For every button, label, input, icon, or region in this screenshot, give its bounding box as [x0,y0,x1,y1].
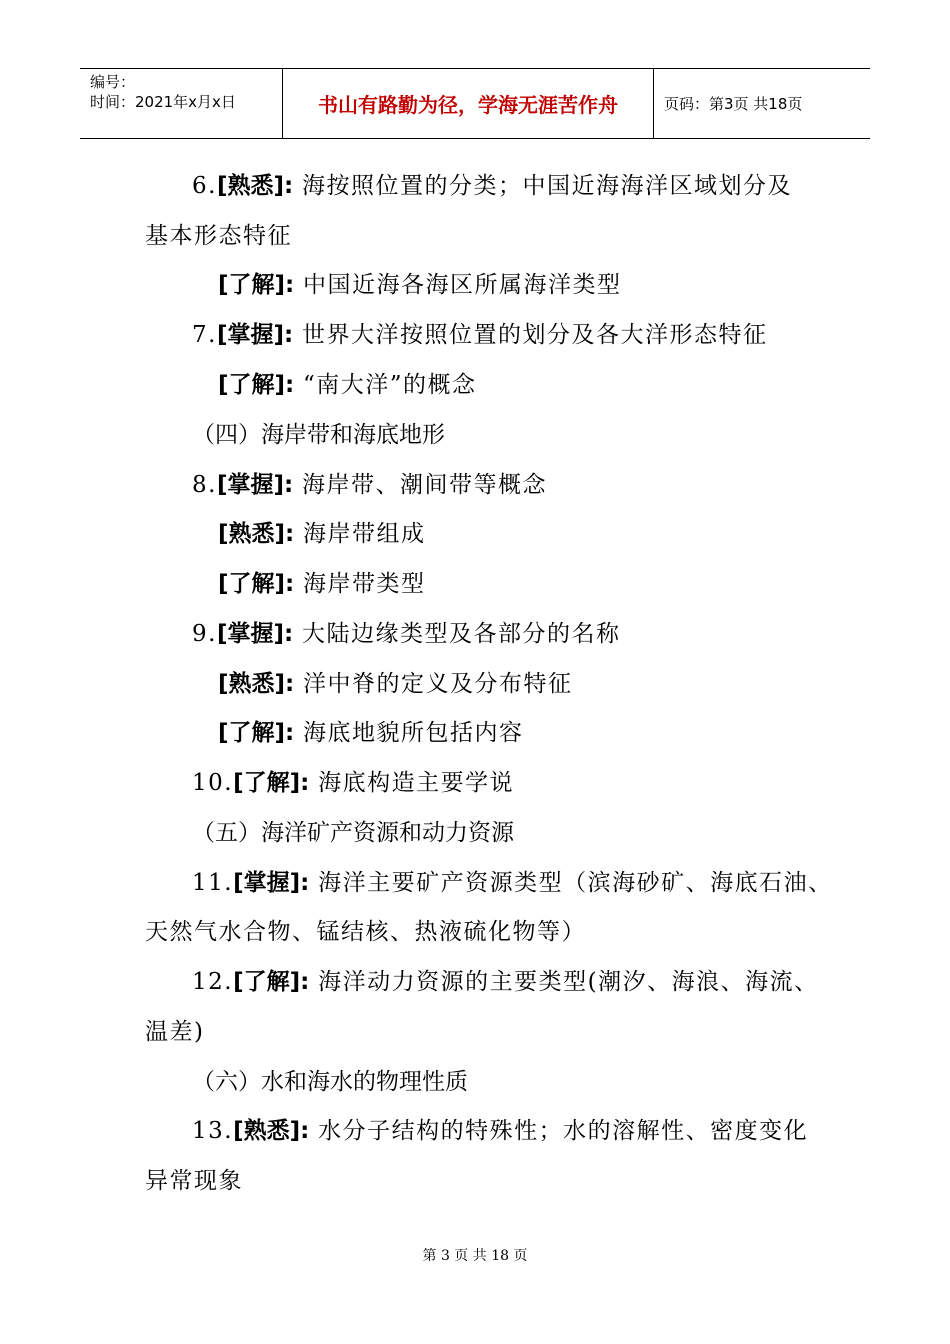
line-text: 温差) [145,1019,205,1045]
line-text: 海底地貌所包括内容 [294,720,524,746]
text-line [218,519,426,549]
level-tag: [熟悉]: [218,521,295,547]
line-text: 大陆边缘类型及各部分的名称 [293,621,621,647]
line-text: 中国近海各海区所属海洋类型 [294,272,622,298]
text-line [192,768,514,798]
section-heading: （六）水和海水的物理性质 [192,1069,468,1095]
motto: 书山有路勤为径，学海无涯苦作舟 [318,93,618,117]
line-text: 异常现象 [145,1168,243,1194]
text-line [192,171,792,201]
line-text: 海洋动力资源的主要类型(潮汐、海浪、海流、 [309,969,819,995]
level-tag: [熟悉]: [233,1118,310,1144]
line-text: 天然气水合物、锰结核、热液硫化物等） [145,919,586,945]
level-tag: [掌握]: [216,472,294,498]
item-number: 13. [192,1118,234,1144]
text-line [218,370,477,400]
line-text: 洋中脊的定义及分布特征 [294,671,573,697]
line-text: 世界大洋按照位置的划分及各大洋形态特征 [293,322,768,348]
item-number: 10. [192,770,234,796]
text-line [192,1116,808,1146]
text-line [145,221,292,251]
line-text: 海岸带组成 [294,521,426,547]
level-tag: [掌握]: [233,870,310,896]
line-text: 基本形态特征 [145,223,292,249]
page-info: 页码：第3页 共18页 [664,95,803,113]
level-tag: [了解]: [218,571,295,597]
text-line [218,270,622,300]
level-tag: [了解]: [233,969,310,995]
level-tag: [掌握]: [216,322,294,348]
item-number: 8. [192,472,217,498]
line-text: 海按照位置的分类；中国近海海洋区域划分及 [293,173,792,199]
header-meta-cell [80,69,283,138]
section-heading: （四）海岸带和海底地形 [192,422,445,448]
text-line [192,320,768,350]
time-label: 时间：2021年x月x日 [90,93,236,111]
text-line [218,718,524,748]
level-tag: [熟悉]: [218,671,295,697]
level-tag: [熟悉]: [216,173,294,199]
text-line [145,1166,243,1196]
text-line [145,1017,204,1047]
line-text: 海洋主要矿产资源类型（滨海砂矿、海底石油、 [309,870,833,896]
serial-label: 编号： [90,73,136,91]
section-heading: （五）海洋矿产资源和动力资源 [192,820,514,846]
line-text: “南大洋”的概念 [294,372,477,398]
line-text: 海底构造主要学说 [309,770,515,796]
level-tag: [了解]: [233,770,310,796]
text-line [192,619,621,649]
line-text: 海岸带、潮间带等概念 [293,472,547,498]
item-number: 6. [192,173,217,199]
level-tag: [了解]: [218,720,295,746]
text-line [192,470,547,500]
item-number: 9. [192,621,217,647]
item-number: 12. [192,969,234,995]
level-tag: [了解]: [218,372,295,398]
level-tag: [了解]: [218,272,295,298]
level-tag: [掌握]: [216,621,294,647]
line-text: 海岸带类型 [294,571,426,597]
page-footer: 第 3 页 共 18 页 [422,1248,528,1264]
text-line [218,669,573,699]
header-page-cell [654,69,870,138]
text-line [218,569,426,599]
item-number: 7. [192,322,217,348]
text-line [192,868,833,898]
text-line [192,967,819,997]
item-number: 11. [192,870,234,896]
header-motto-cell [283,69,654,138]
header-table [80,68,870,139]
text-line [145,917,586,947]
line-text: 水分子结构的特殊性；水的溶解性、密度变化 [309,1118,809,1144]
